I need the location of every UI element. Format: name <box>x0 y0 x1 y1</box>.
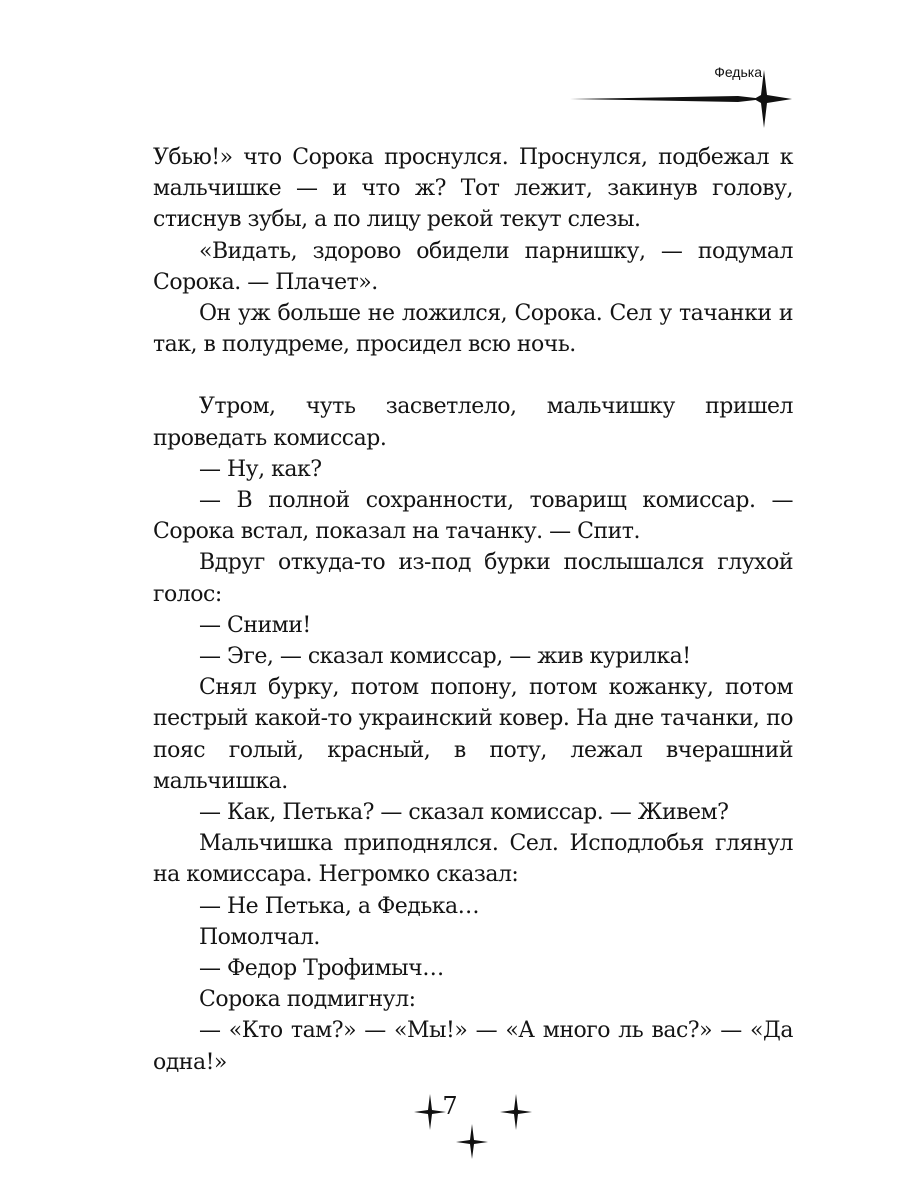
paragraph: Убью!» что Сорока проснулся. Проснулся, подбежал к мальчишке — и что ж? Тот лежит, закинув голову, стиснув зубы, а по лицу рекой текут слезы. <box>153 145 793 233</box>
paragraph: — Федор Трофимыч… <box>199 956 444 982</box>
paragraph: «Видать, здорово обидели парнишку, — подумал Сорока. — Плачет». <box>153 238 793 295</box>
paragraph: — Как, Петька? — сказал комиссар. — Живем? <box>199 800 729 826</box>
paragraph: Он уж больше не ложился, Сорока. Сел у тачанки и так, в полудреме, просидел всю ночь. <box>153 301 793 358</box>
paragraph: — Сними! <box>199 612 311 638</box>
paragraph: Сорока подмигнул: <box>199 987 416 1013</box>
paragraph: Утром, чуть засветлело, мальчишку пришел проведать комиссар. <box>153 394 793 451</box>
paragraph: Снял бурку, потом попону, потом кожанку, потом пестрый какой-то украинский ковер. На дне тачанки, по пояс голый, красный, в поту, лежал вчерашний мальчишка. <box>153 675 793 794</box>
paragraph: — Не Петька, а Федька… <box>199 893 480 919</box>
paragraph: Мальчишка приподнялся. Сел. Исподлобья глянул на комиссара. Негромко сказал: <box>153 831 793 888</box>
paragraph: Вдруг откуда-то из-под бурки послышался глухой голос: <box>153 550 793 607</box>
running-head: Федька <box>714 64 762 80</box>
paragraph: — В полной сохранности, товарищ комиссар. — Сорока встал, показал на тачанку. — Спит. <box>153 488 793 545</box>
paragraph: — Ну, как? <box>199 456 322 482</box>
header-star-ornament <box>568 68 796 130</box>
paragraph: — «Кто там?» — «Мы!» — «А много ль вас?» — «Да одна!» <box>153 1018 793 1075</box>
paragraph: — Эге, — сказал комиссар, — жив курилка! <box>199 644 691 670</box>
paragraph: Помолчал. <box>199 924 320 950</box>
page-number: 7 <box>442 1092 458 1120</box>
body-text <box>153 142 793 1078</box>
